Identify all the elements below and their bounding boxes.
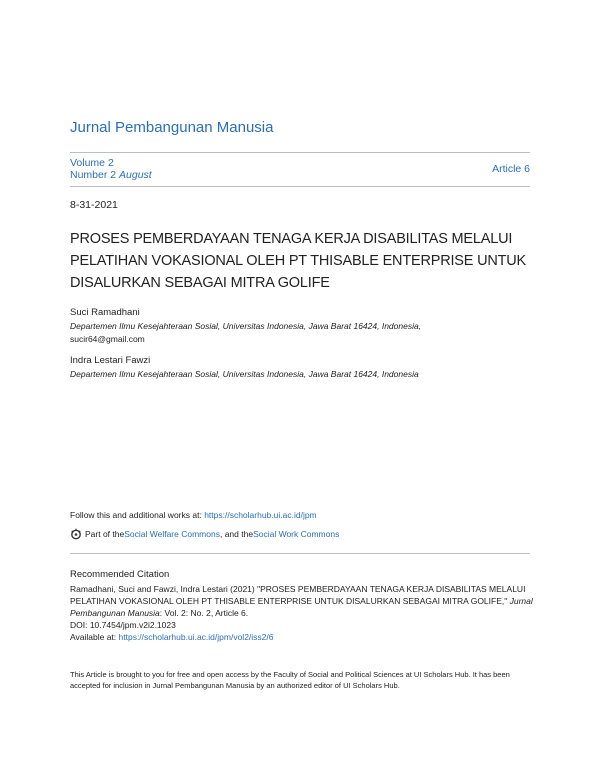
author-name: Indra Lestari Fawzi xyxy=(70,355,151,366)
citation-text: Ramadhani, Suci and Fawzi, Indra Lestari (2021) "PROSES PEMBERDAYAAN TENAGA KERJA DISABILITAS MELALUI PELATIHAN VOKASIONAL OLEH PT THISABLE ENTERPRISE UNTUK DISALURKAN SEBAGAI MITRA GOLIFE," Jurnal Pembangunan Manusia: Vol. 2: No. 2, Article 6. DOI: 10.7454/jpm.v2i2.1023 Available at: https://scholarhub.ui.ac.id/jpm/vol2/iss2/6 xyxy=(70,584,533,642)
publication-date: 8-31-2021 xyxy=(70,199,118,211)
journal-title[interactable]: Jurnal Pembangunan Manusia xyxy=(70,119,274,136)
author-affiliation: Departemen Ilmu Kesejahteraan Sosial, Universitas Indonesia, Jawa Barat 16424, Indonesia, sucir64@gmail.com xyxy=(70,321,422,344)
article-number-link[interactable]: Article 6 xyxy=(492,163,530,175)
available-at-link[interactable]: https://scholarhub.ui.ac.id/jpm/vol2/iss2/6 xyxy=(118,632,274,642)
social-work-commons-link[interactable]: Social Work Commons xyxy=(253,529,340,539)
social-welfare-commons-link[interactable]: Social Welfare Commons xyxy=(124,529,220,539)
part-of-line: Part of the Social Welfare Commons , and the Social Work Commons xyxy=(70,528,339,540)
author-affiliation: Departemen Ilmu Kesejahteraan Sosial, Universitas Indonesia, Jawa Barat 16424, Indonesia xyxy=(70,369,419,379)
citation-doi: DOI: 10.7454/jpm.v2i2.1023 xyxy=(70,620,176,630)
citation-heading: Recommended Citation xyxy=(70,569,170,580)
follow-link[interactable]: https://scholarhub.ui.ac.id/jpm xyxy=(204,510,317,520)
author-email[interactable]: sucir64@gmail.com xyxy=(70,334,145,344)
header-divider-bottom xyxy=(70,186,530,187)
author-name: Suci Ramadhani xyxy=(70,307,140,318)
citation-divider xyxy=(70,553,530,554)
access-statement: This Article is brought to you for free and open access by the Faculty of Social and Political Sciences at UI Scholars Hub. It has been accepted for inclusion in Jurnal Pembangunan Manusia by an authorized editor of UI Scholars Hub. xyxy=(70,670,510,690)
volume-link[interactable]: Volume 2 xyxy=(70,157,114,169)
article-title: PROSES PEMBERDAYAAN TENAGA KERJA DISABILITAS MELALUI PELATIHAN VOKASIONAL OLEH PT THISABLE ENTERPRISE UNTUK DISALURKAN SEBAGAI MITRA GOLIFE xyxy=(70,231,527,291)
issue-month: August xyxy=(119,169,152,181)
header-divider-top xyxy=(70,152,530,153)
open-access-icon xyxy=(70,528,82,540)
follow-line: Follow this and additional works at: https://scholarhub.ui.ac.id/jpm xyxy=(70,510,317,520)
issue-info xyxy=(70,157,152,181)
citation-journal: Jurnal Pembangunan Manusia xyxy=(70,596,533,618)
number-link[interactable]: Number 2 xyxy=(70,169,117,181)
